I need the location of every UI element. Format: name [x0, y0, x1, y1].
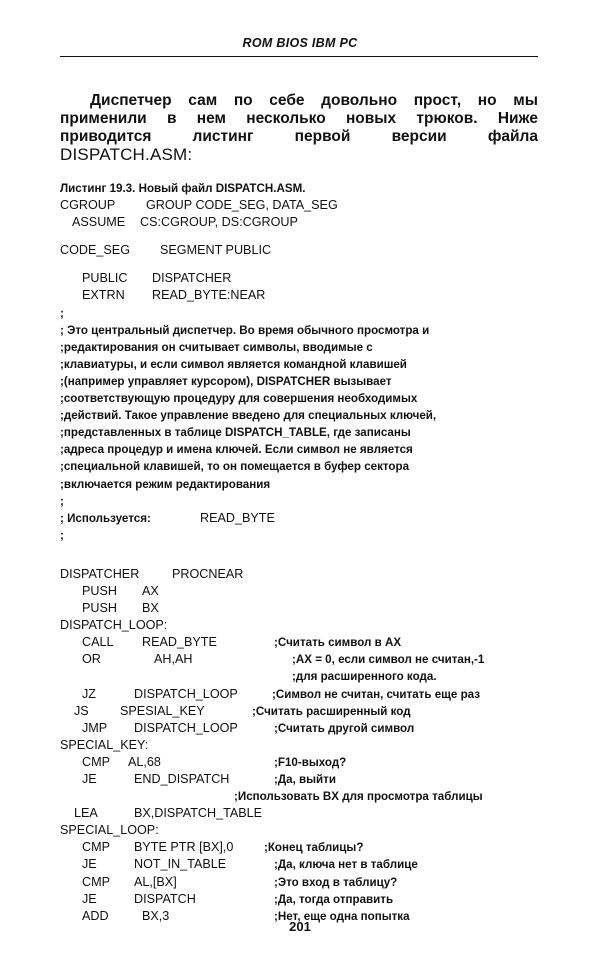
code-line: CMP BYTE PTR [BX],0 ;Конец таблицы?: [82, 840, 364, 855]
code-line: ADD BX,3 ;Нет, еще одна попытка: [82, 908, 410, 923]
comment-line: ;соответствующую процедуру для совершения необходимых: [60, 392, 418, 406]
code-line: CMP AL,[BX] ;Это вход в таблицу?: [82, 874, 398, 889]
listing-caption-row: [60, 180, 550, 197]
code-line: CODE_SEG SEGMENT PUBLIC: [60, 243, 272, 258]
code-line: LEA BX,DISPATCH_TABLE: [74, 806, 263, 821]
page-number: 201: [289, 919, 311, 934]
comment-line: ;специальной клавишей, то он помещается в буфер сектора: [60, 460, 410, 474]
intro-line-1: Диспетчер сам по себе довольно прост, но мы: [90, 92, 538, 109]
header-rule: [60, 56, 538, 57]
comment-line: ;(например управляет курсором), DISPATCHER вызывает: [60, 374, 392, 388]
uses-line: ; Используется: READ_BYTE: [60, 510, 275, 525]
comment-line: ;клавиатуры, и если символ является командной клавишей: [60, 357, 407, 371]
comment-line: ;: [60, 306, 64, 320]
intro-line-3: приводится листинг первой версии файла: [60, 128, 538, 145]
code-line: ;для расширенного кода.: [292, 670, 437, 684]
comment-line: ;представленных в таблице DISPATCH_TABLE, где записаны: [60, 426, 411, 440]
code-line: EXTRN READ_BYTE:NEAR: [82, 288, 266, 303]
listing-caption: Листинг 19.3. Новый файл DISPATCH.ASM.: [60, 182, 306, 195]
intro-line-2: применили в нем несколько новых трюков. Ниже: [60, 110, 538, 127]
comment-line: ;действий. Такое управление введено для специальных ключей,: [60, 409, 437, 423]
code-line: JMP DISPATCH_LOOP ;Считать другой символ: [82, 720, 415, 735]
code-line: CGROUP GROUP CODE_SEG, DATA_SEG: [60, 198, 338, 213]
intro-line-4: DISPATCH.ASM:: [60, 145, 193, 164]
code-line: CMP AL,68 ;F10-выход?: [82, 754, 347, 769]
comment-line: ;: [60, 528, 64, 542]
code-line: ASSUME CS:CGROUP, DS:CGROUP: [72, 215, 298, 230]
code-line: ;Использовать BX для просмотра таблицы: [234, 790, 483, 804]
code-line: DISPATCH_LOOP:: [60, 618, 168, 633]
comment-line: ;редактирования он считывает символы, вводимые с: [60, 340, 373, 354]
code-line: PUBLIC DISPATCHER: [82, 271, 232, 286]
code-line: PUSH AX: [82, 583, 159, 598]
comment-line: ;: [60, 494, 64, 508]
code-line: JE DISPATCH ;Да, тогда отправить: [82, 891, 394, 906]
code-listing: [60, 180, 550, 925]
comment-line: ; Это центральный диспетчер. Во время обычного просмотра и: [60, 323, 430, 337]
code-line: JE NOT_IN_TABLE ;Да, ключа нет в таблице: [82, 857, 418, 872]
code-line: JS SPESIAL_KEY ;Считать расширенный код: [74, 703, 411, 718]
running-header: ROM BIOS IBM PC: [242, 36, 358, 50]
code-line: CALL READ_BYTE ;Считать символ в AX: [82, 635, 402, 650]
code-line: SPECIAL_LOOP:: [60, 823, 159, 838]
comment-line: ;адреса процедур и имена ключей. Если символ не является: [60, 443, 413, 457]
comment-line: ;включается режим редактирования: [60, 477, 271, 491]
code-line: JZ DISPATCH_LOOP ;Символ не считан, считать еще раз: [82, 686, 481, 701]
code-line: JE END_DISPATCH ;Да, выйти: [82, 772, 336, 786]
code-line: PUSH BX: [82, 601, 159, 616]
intro-paragraph: [60, 92, 538, 164]
code-line: DISPATCHER PROCNEAR: [60, 566, 244, 581]
code-line: SPECIAL_KEY:: [60, 737, 149, 752]
code-line: OR AH,AH ;AX = 0, если символ не считан,-1: [82, 652, 485, 667]
